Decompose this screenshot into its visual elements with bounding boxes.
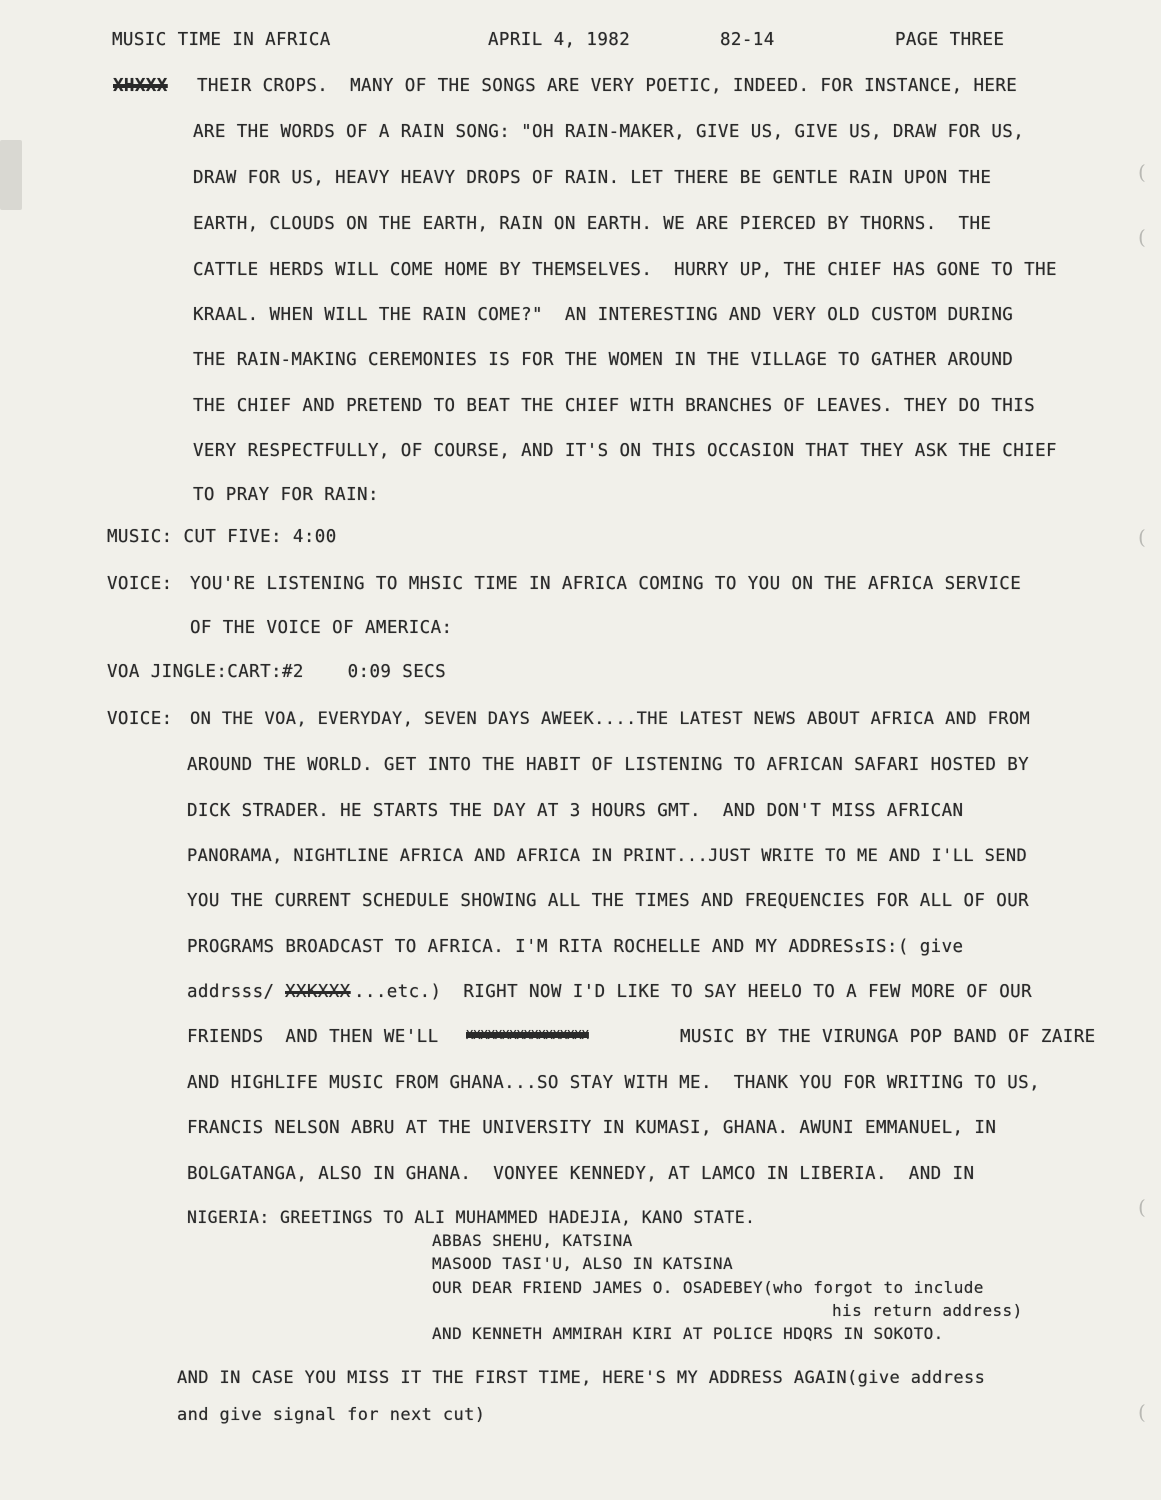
margin-bracket-mark: ( [1138, 1195, 1146, 1219]
margin-bracket-mark: ( [1138, 225, 1146, 249]
para1-line: EARTH, CLOUDS ON THE EARTH, RAIN ON EARTH. WE ARE PIERCED BY THORNS. THE [193, 214, 992, 234]
voice-label: VOICE: [107, 709, 173, 729]
greeting-list-item: AND KENNETH AMMIRAH KIRI AT POLICE HDQRS IN SOKOTO. [432, 1324, 944, 1343]
header-date: APRIL 4, 1982 [488, 30, 631, 50]
voice2-line: PANORAMA, NIGHTLINE AFRICA AND AFRICA IN PRINT...JUST WRITE TO ME AND I'LL SEND [187, 846, 1028, 866]
header-number: 82-14 [720, 30, 775, 50]
music-cue: MUSIC: CUT FIVE: 4:00 [107, 527, 337, 547]
voice2-line-b: ...etc.) RIGHT NOW I'D LIKE TO SAY HEELO TO A FEW MORE OF OUR [354, 982, 1033, 1002]
margin-bracket-mark: ( [1138, 1400, 1146, 1424]
para1-line: VERY RESPECTFULLY, OF COURSE, AND IT'S ON THIS OCCASION THAT THEY ASK THE CHIEF [193, 441, 1057, 461]
header-page: PAGE THREE [895, 30, 1005, 50]
para1-line: THE CHIEF AND PRETEND TO BEAT THE CHIEF WITH BRANCHES OF LEAVES. THEY DO THIS [193, 396, 1036, 416]
para1-line: KRAAL. WHEN WILL THE RAIN COME?" AN INTERESTING AND VERY OLD CUSTOM DURING [193, 305, 1014, 325]
para1-line: THEIR CROPS. MANY OF THE SONGS ARE VERY POETIC, INDEED. FOR INSTANCE, HERE [197, 76, 1018, 96]
header-program: MUSIC TIME IN AFRICA [112, 30, 331, 50]
greeting-list-item: MASOOD TASI'U, ALSO IN KATSINA [432, 1254, 733, 1273]
voice2-line: ON THE VOA, EVERYDAY, SEVEN DAYS AWEEK....THE LATEST NEWS ABOUT AFRICA AND FROM [190, 709, 1031, 729]
margin-bracket-mark: ( [1138, 525, 1146, 549]
closing-line: AND IN CASE YOU MISS IT THE FIRST TIME, HERE'S MY ADDRESS AGAIN(give address [177, 1368, 986, 1388]
voice2-line-a: FRIENDS AND THEN WE'LL [187, 1027, 439, 1047]
struck-text: XXXXXXXXXXXXXXXXX [466, 1028, 589, 1042]
voice2-line: PROGRAMS BROADCAST TO AFRICA. I'M RITA ROCHELLE AND MY ADDRESsIS:( give [187, 937, 964, 957]
greeting-list-item: OUR DEAR FRIEND JAMES O. OSADEBEY(who forgot to include [432, 1278, 984, 1297]
struck-text: XHXXX [113, 76, 168, 96]
voice1-line: OF THE VOICE OF AMERICA: [190, 618, 453, 638]
voice1-line: YOU'RE LISTENING TO MHSIC TIME IN AFRICA COMING TO YOU ON THE AFRICA SERVICE [190, 574, 1022, 594]
jingle-cue: VOA JINGLE:CART:#2 0:09 SECS [107, 662, 447, 682]
voice2-line-a: addrsss/ [187, 982, 275, 1002]
voice-label: VOICE: [107, 574, 173, 594]
voice2-line: BOLGATANGA, ALSO IN GHANA. VONYEE KENNEDY, AT LAMCO IN LIBERIA. AND IN [187, 1164, 975, 1184]
closing-line: and give signal for next cut) [177, 1405, 486, 1425]
para1-line: ARE THE WORDS OF A RAIN SONG: "OH RAIN-MAKER, GIVE US, GIVE US, DRAW FOR US, [193, 122, 1025, 142]
voice2-line: NIGERIA: GREETINGS TO ALI MUHAMMED HADEJIA, KANO STATE. [187, 1208, 756, 1227]
margin-bracket-mark: ( [1138, 160, 1146, 184]
struck-text: XXKXXX [285, 982, 351, 1002]
voice2-line-b: MUSIC BY THE VIRUNGA POP BAND OF ZAIRE [680, 1027, 1096, 1047]
para1-line: THE RAIN-MAKING CEREMONIES IS FOR THE WOMEN IN THE VILLAGE TO GATHER AROUND [193, 350, 1014, 370]
para1-line: TO PRAY FOR RAIN: [193, 485, 379, 505]
voice2-line: FRANCIS NELSON ABRU AT THE UNIVERSITY IN KUMASI, GHANA. AWUNI EMMANUEL, IN [187, 1118, 997, 1138]
para1-line: CATTLE HERDS WILL COME HOME BY THEMSELVES. HURRY UP, THE CHIEF HAS GONE TO THE [193, 260, 1057, 280]
para1-line: DRAW FOR US, HEAVY HEAVY DROPS OF RAIN. LET THERE BE GENTLE RAIN UPON THE [193, 168, 992, 188]
voice2-line: AND HIGHLIFE MUSIC FROM GHANA...SO STAY WITH ME. THANK YOU FOR WRITING TO US, [187, 1073, 1040, 1093]
voice2-line: YOU THE CURRENT SCHEDULE SHOWING ALL THE TIMES AND FREQUENCIES FOR ALL OF OUR [187, 891, 1030, 911]
greeting-list-item: his return address) [832, 1301, 1023, 1320]
greeting-list-item: ABBAS SHEHU, KATSINA [432, 1231, 633, 1250]
voice2-line: DICK STRADER. HE STARTS THE DAY AT 3 HOURS GMT. AND DON'T MISS AFRICAN [187, 801, 964, 821]
voice2-line: AROUND THE WORLD. GET INTO THE HABIT OF LISTENING TO AFRICAN SAFARI HOSTED BY [187, 755, 1030, 775]
left-edge-smudge [0, 140, 22, 210]
